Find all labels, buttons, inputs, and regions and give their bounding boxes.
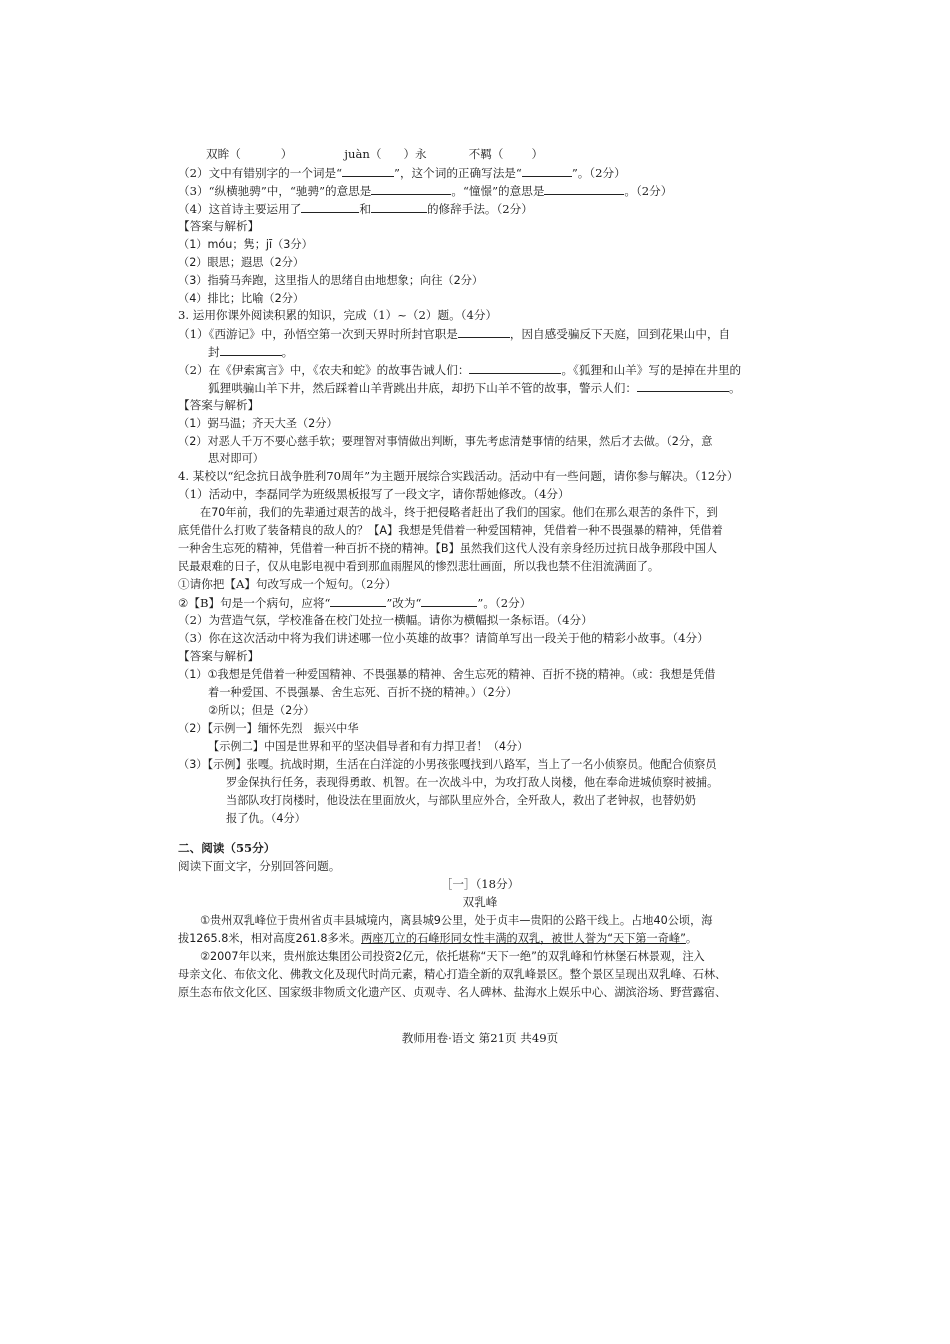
q4-answer-2-cont: 【示例二】中国是世界和平的坚决倡导者和有力捍卫者！（4分） [208,740,529,753]
reading-part-label: ［一］（18分） [440,877,520,891]
q4-answer-3: （3）【示例】张嘎。抗战时期，生活在白洋淀的小男孩张嘎找到八路军，当上了一名小侦察员。他配合侦察员 [178,758,717,771]
q2-sub2: （2）文中有错别字的一个词是“ ”，这个词的正确写法是“ ”。（2分） [178,166,626,180]
q3-answer-2-cont: 思对即可） [208,452,264,465]
q4-passage-2: 底凭借什么打败了装备精良的敌人的？【A】我想是凭借着一种爱国精神，凭借着一种不畏强暴的精神，凭借着 [178,524,723,537]
q2-answer-2: （2）眼思；遐思（2分） [178,256,305,269]
q2-answer-1: （1）móu；隽；jī（3分） [178,238,313,251]
answer-heading: 【答案与解析】 [178,398,260,412]
q2-line-pinyin: 双眸（ ） juàn（ ）永 不羁（ ） [206,147,544,161]
page-footer: 教师用卷·语文 第21页 共49页 [401,1031,559,1045]
reading-intro: 阅读下面文字，分别回答问题。 [178,859,341,873]
q4-passage-4: 民最艰难的日子，仅从电影电视中看到那血雨腥风的惨烈悲壮画面，所以我也禁不住泪流满面了。 [178,560,660,573]
q3-answer-1: （1）弼马温；齐天大圣（2分） [178,417,338,430]
q3-sub1: （1）《西游记》中，孙悟空第一次到天界时所封官职是 ，因自感受骗反下天庭，回到花果山中，自 [178,327,731,341]
answer-blank[interactable] [371,182,451,195]
answer-blank[interactable] [469,361,561,374]
section-title: 二、阅读（55分） [178,841,276,855]
answer-heading: 【答案与解析】 [178,219,260,233]
answer-heading: 【答案与解析】 [178,649,260,663]
answer-blank[interactable] [330,594,386,607]
answer-blank[interactable] [544,182,624,195]
answer-blank[interactable] [220,343,282,356]
answer-blank[interactable] [342,164,394,177]
q4-sub1-item1: ①请你把【A】句改写成一个短句。（2分） [178,577,397,591]
article-para1-line1: ①贵州双乳峰位于贵州省贞丰县城境内，离县城9公里，处于贞丰—贵阳的公路干线上。占地40公顷，海 [200,914,713,927]
q4-sub2: （2）为营造气氛，学校准备在校门处拉一横幅。请你为横幅拟一条标语。（4分） [178,613,593,627]
q2-answer-3: （3）指骑马奔跑，这里指人的思绪自由地想象；向往（2分） [178,274,484,287]
q4-answer-3-cont2: 当部队攻打岗楼时，他设法在里面放火，与部队里应外合，全歼敌人，救出了老钟叔，也替奶奶 [226,794,696,807]
q2-sub3: （3）“纵横驰骋”中，“驰骋”的意思是 。“憧憬”的意思是 。（2分） [178,184,673,198]
q3-title: 3. 运用你课外阅读积累的知识，完成（1）~（2）题。（4分） [178,308,498,322]
answer-blank[interactable] [371,200,427,213]
answer-blank[interactable] [522,164,572,177]
q4-sub1: （1）活动中，李磊同学为班级黑板报写了一段文字，请你帮她修改。（4分） [178,487,570,501]
q3-sub2-cont: 狐狸哄骗山羊下井，然后踩着山羊背跳出井底，却扔下山羊不管的故事，警示人们： 。 [208,381,741,395]
q2-sub4: （4）这首诗主要运用了 和 的修辞手法。（2分） [178,202,533,216]
article-para1-line2: 拔1265.8米，相对高度261.8多米。两座兀立的石峰形同女性丰满的双乳，被世人誉为“天下第一奇峰”。 [178,932,698,945]
answer-blank[interactable] [421,594,477,607]
article-heading: 双乳峰 [462,895,498,909]
q4-answer-3-cont3: 报了仇。（4分） [226,812,306,825]
answer-blank[interactable] [301,200,359,213]
q3-answer-2: （2）对恶人千万不要心慈手软；要理智对事情做出判断，事先考虑清楚事情的结果，然后才去做。（2分，意 [178,435,713,448]
q4-answer-1-cont: 着一种爱国、不畏强暴、舍生忘死、百折不挠的精神。）（2分） [208,686,518,699]
q4-title: 4. 某校以“纪念抗日战争胜利70周年”为主题开展综合实践活动。活动中有一些问题，请你参与解决。（12分） [178,469,739,483]
q2-answer-4: （4）排比；比喻（2分） [178,292,305,305]
q4-answer-2: （2）【示例一】缅怀先烈 振兴中华 [178,722,359,735]
article-para2-line1: ②2007年以来，贵州旅达集团公司投资2亿元，依托堪称“天下一绝”的双乳峰和竹林堡石林景观，注入 [200,950,705,963]
q4-sub3: （3）你在这次活动中将为我们讲述哪一位小英雄的故事？请简单写出一段关于他的精彩小故事。（4分） [178,631,709,645]
answer-blank[interactable] [637,379,729,392]
article-para2-line3: 原生态布依文化区、国家级非物质文化遗产区、贞观寺、名人碑林、盐海水上娱乐中心、湖滨浴场、野营露宿、 [178,986,727,999]
underlined-sentence: 两座兀立的石峰形同女性丰满的双乳，被世人誉为“天下第一奇峰” [361,932,686,945]
q4-answer-3-cont1: 罗金保执行任务，表现得勇敢、机智。在一次战斗中，为攻打敌人岗楼，他在奉命进城侦察时被捕。 [226,776,719,789]
answer-blank[interactable] [458,325,510,338]
q4-passage-1: 在70年前，我们的先辈通过艰苦的战斗，终于把侵略者赶出了我们的国家。他们在那么艰苦的条件下，到 [200,506,718,519]
q3-sub1-cont: 封 。 [208,345,294,359]
q4-answer-1: （1）①我想是凭借着一种爱国精神、不畏强暴的精神、舍生忘死的精神、百折不挠的精神。（或：我想是凭借 [178,668,716,681]
article-para2-line2: 母亲文化、布依文化、佛教文化及现代时尚元素，精心打造全新的双乳峰景区。整个景区呈现出双乳峰、石林、 [178,968,727,981]
q3-sub2: （2）在《伊索寓言》中，《农夫和蛇》的故事告诫人们： 。《狐狸和山羊》写的是掉在井里的 [178,363,742,377]
q4-answer-1-part2: ②所以；但是（2分） [208,704,315,717]
q4-sub1-item2: ②【B】句是一个病句，应将“ ”改为“ ”。（2分） [178,596,532,610]
q4-passage-3: 一种舍生忘死的精神，凭借着一种百折不挠的精神。【B】虽然我们这代人没有亲身经历过抗日战争那段中国人 [178,542,718,555]
